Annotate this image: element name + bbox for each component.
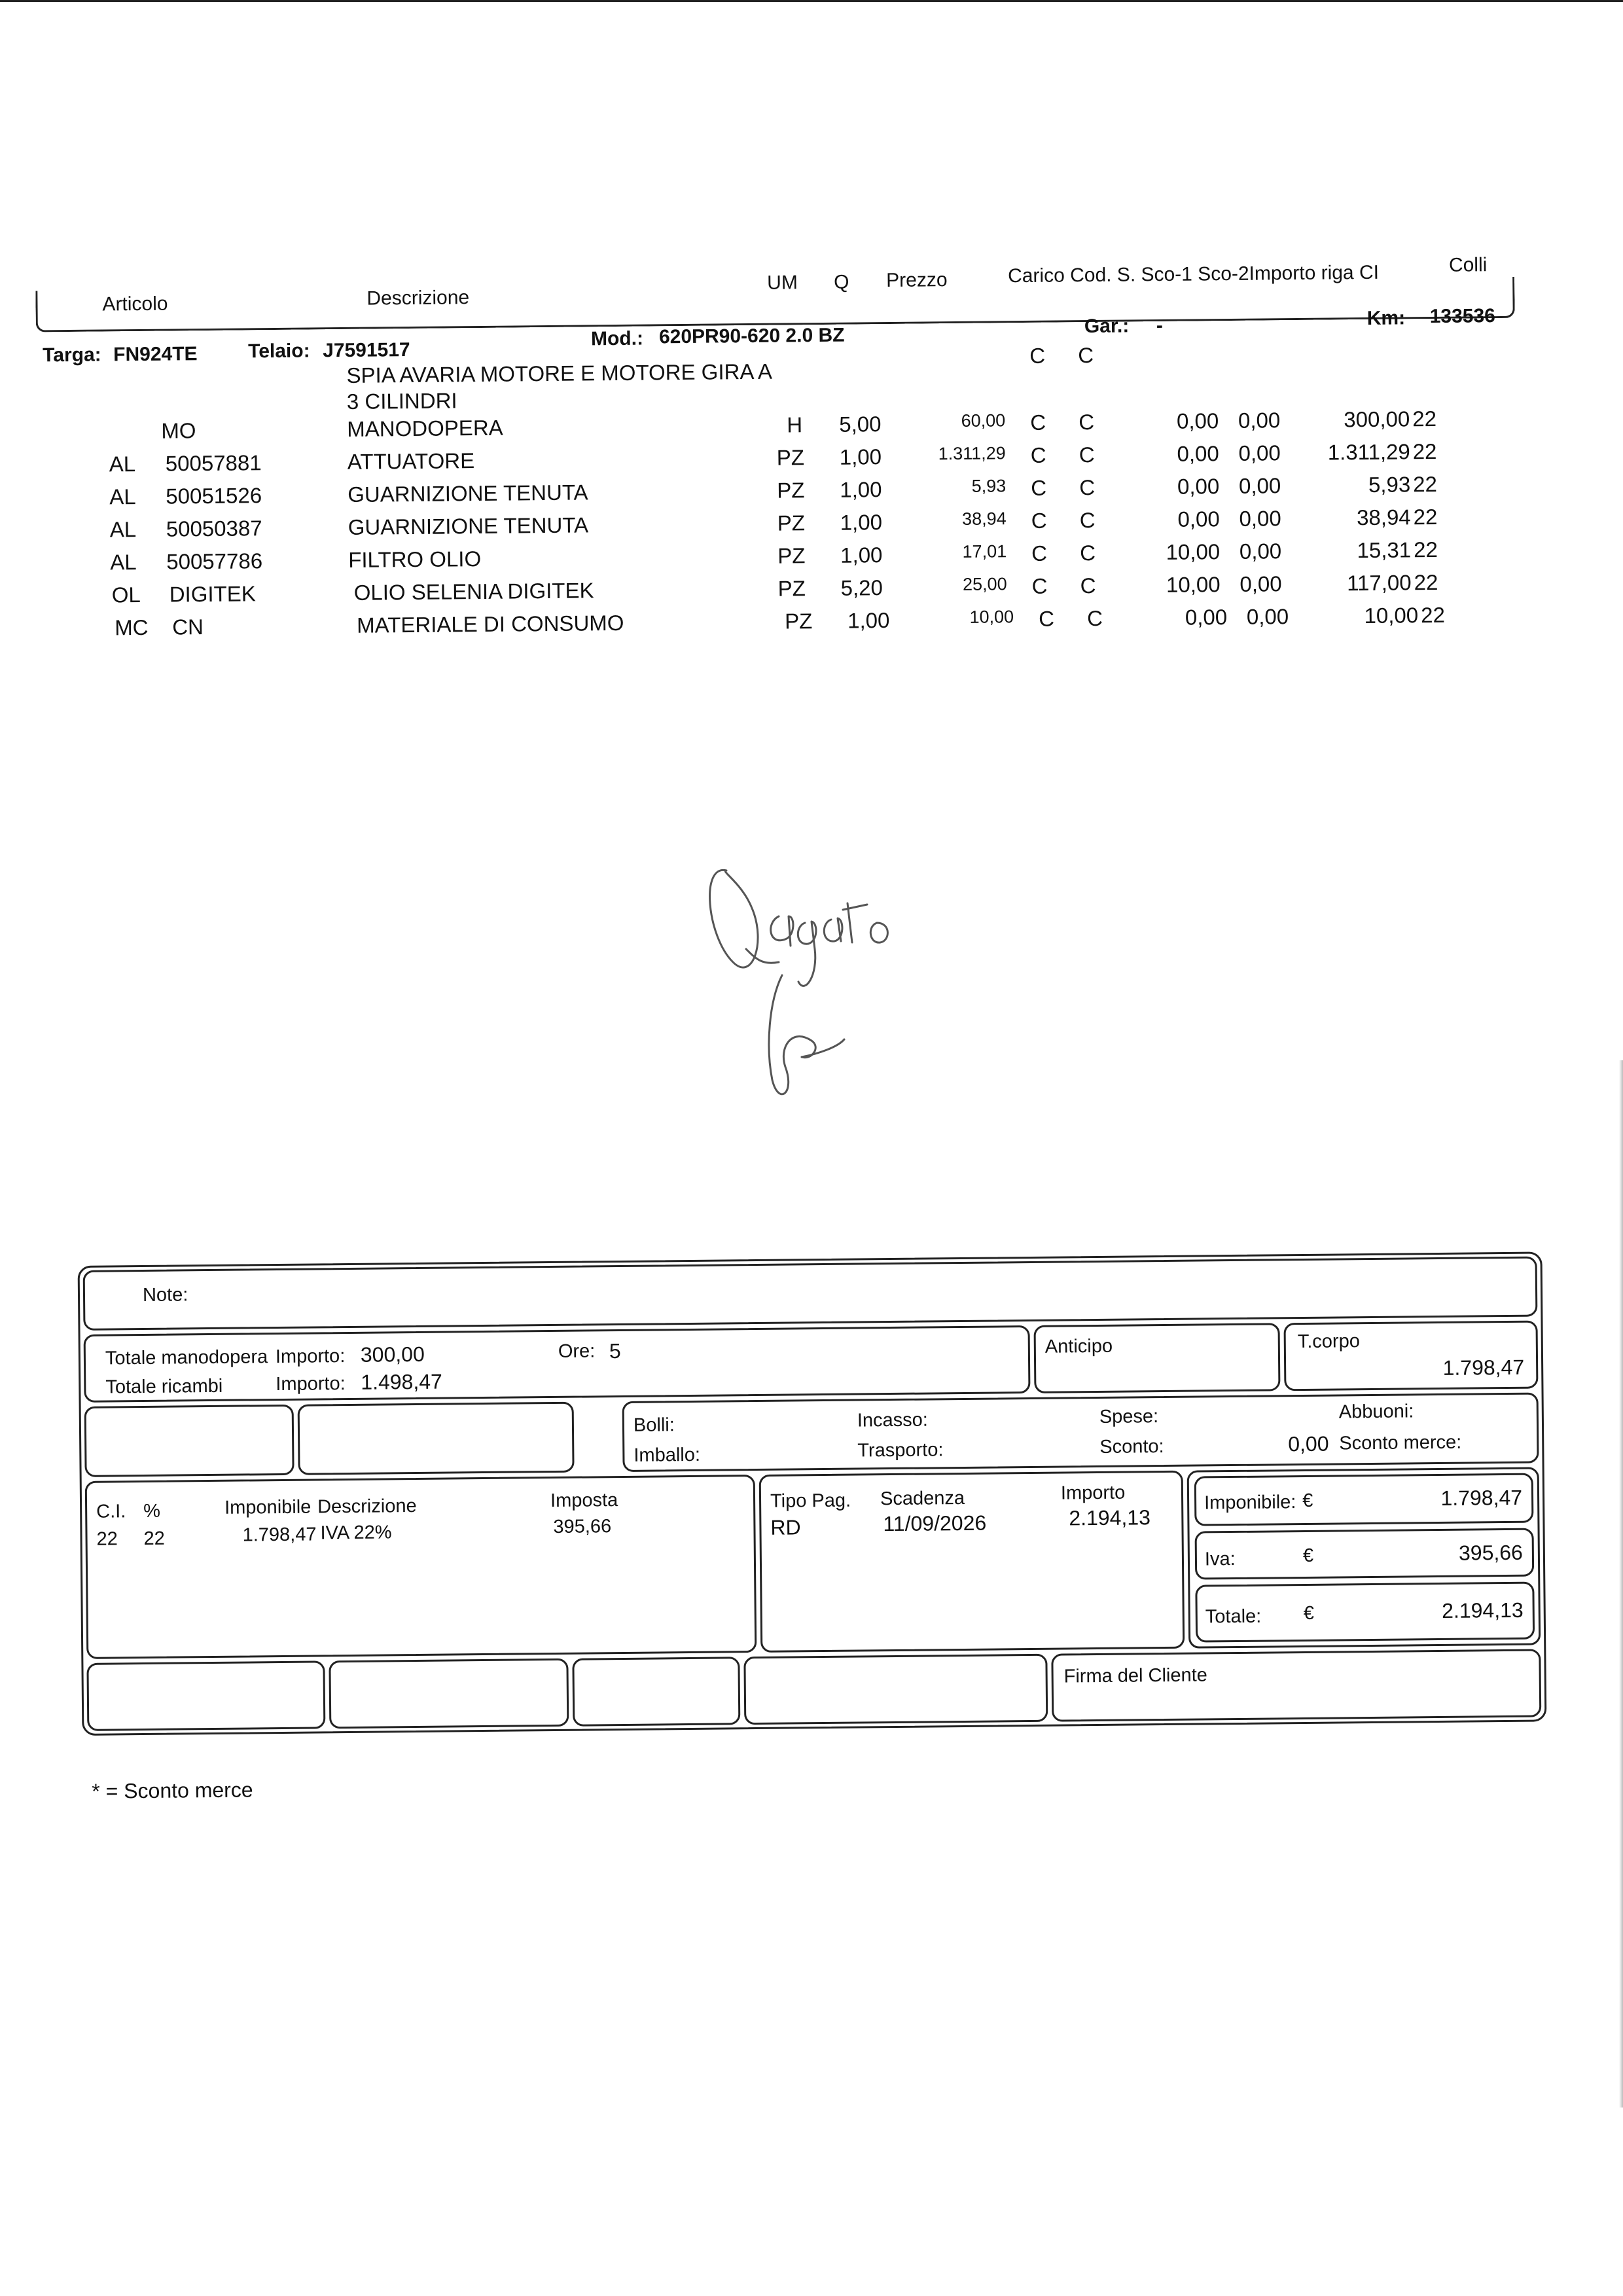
col-prezzo: Prezzo — [886, 269, 948, 292]
line-um: PZ — [777, 511, 806, 535]
iva-value: 395,66 — [1458, 1540, 1524, 1565]
col-articolo: Articolo — [102, 293, 168, 315]
imposta-col-label: Imposta — [550, 1490, 618, 1512]
line-iva: 22 — [1413, 504, 1438, 529]
line-um: PZ — [777, 576, 806, 601]
spese-label: Spese: — [1099, 1406, 1159, 1427]
line-sco2: 0,00 — [1239, 539, 1282, 564]
intro-c2: C — [1078, 342, 1094, 368]
intro-line-1: SPIA AVARIA MOTORE E MOTORE GIRA A — [346, 359, 773, 387]
line-code: 50057786 — [166, 548, 263, 574]
vat-descr-value: IVA 22% — [320, 1522, 392, 1544]
line-iva: 22 — [1412, 439, 1437, 464]
line-um: PZ — [776, 445, 805, 470]
importo-label-2: Importo: — [276, 1373, 346, 1395]
line-c2: C — [1079, 442, 1095, 467]
line-um: PZ — [784, 609, 813, 634]
imponibile-label: Imponibile: — [1204, 1492, 1296, 1514]
line-c1: C — [1031, 508, 1047, 533]
col-colli: Colli — [1448, 254, 1488, 276]
gar-label: Gar.: — [1084, 315, 1130, 338]
line-iva: 22 — [1420, 602, 1446, 628]
line-code: MO — [161, 418, 196, 443]
pct-value: 22 — [143, 1528, 165, 1549]
line-amount: 10,00 — [1364, 603, 1419, 628]
line-sco2: 0,00 — [1238, 473, 1281, 498]
currency-1: € — [1302, 1490, 1313, 1512]
importo-ricambi: 1.498,47 — [361, 1369, 443, 1394]
ci-label: C.I. — [96, 1501, 126, 1522]
note-label: Note: — [142, 1284, 188, 1306]
imponibile-col-label: Imponibile — [224, 1496, 312, 1518]
scadenza-label: Scadenza — [880, 1487, 965, 1510]
tot-ricambi-label: Totale ricambi — [105, 1375, 223, 1398]
targa-value: FN924TE — [113, 343, 198, 366]
line-code: DIGITEK — [169, 581, 256, 607]
line-price: 1.311,29 — [938, 443, 1006, 464]
intro-c1: C — [1029, 343, 1046, 368]
line-c1: C — [1031, 541, 1048, 565]
line-c2: C — [1079, 507, 1096, 533]
line-sco2: 0,00 — [1238, 440, 1281, 465]
line-amount: 1.311,29 — [1327, 439, 1410, 465]
line-c2: C — [1086, 605, 1103, 631]
line-q: 1,00 — [839, 444, 882, 469]
line-desc: GUARNIZIONE TENUTA — [348, 512, 589, 539]
vat-imposta-value: 395,66 — [553, 1516, 612, 1537]
tot-mano-label: Totale manodopera — [105, 1346, 268, 1369]
currency-3: € — [1303, 1602, 1315, 1624]
payment-box — [759, 1471, 1185, 1653]
line-desc: MANODOPERA — [347, 415, 503, 441]
anticipo-box — [1034, 1323, 1281, 1393]
totals-box — [1187, 1467, 1541, 1649]
line-amount: 38,94 — [1356, 505, 1411, 530]
line-price: 17,01 — [962, 541, 1007, 562]
mod-label: Mod.: — [590, 327, 644, 350]
firma-label: Firma del Cliente — [1063, 1664, 1207, 1687]
gar-value: - — [1156, 314, 1164, 337]
blank-box-1 — [84, 1405, 294, 1477]
line-sco1: 0,00 — [1177, 507, 1220, 531]
tipo-pag-value: RD — [770, 1515, 801, 1539]
scadenza-value: 11/09/2026 — [883, 1511, 987, 1536]
line-cat: AL — [109, 517, 137, 542]
line-c2: C — [1079, 475, 1096, 500]
importo-label-1: Importo: — [275, 1346, 346, 1368]
tcorpo-value: 1.798,47 — [1442, 1355, 1525, 1380]
line-desc: GUARNIZIONE TENUTA — [348, 480, 588, 507]
tcorpo-label: T.corpo — [1297, 1331, 1361, 1353]
imponibile-value: 1.798,47 — [1440, 1485, 1523, 1510]
importo-mano: 300,00 — [360, 1342, 425, 1367]
sconto-label: Sconto: — [1099, 1436, 1164, 1458]
col-descrizione: Descrizione — [366, 287, 470, 310]
line-desc: ATTUATORE — [347, 448, 475, 474]
line-sco1: 0,00 — [1177, 474, 1220, 499]
totale-label: Totale: — [1205, 1605, 1262, 1628]
ci-value: 22 — [96, 1528, 118, 1550]
iva-row — [1195, 1528, 1535, 1580]
line-um: H — [787, 412, 803, 437]
line-c1: C — [1031, 475, 1047, 500]
telaio-label: Telaio: — [248, 340, 310, 363]
line-c2: C — [1080, 573, 1096, 598]
currency-2: € — [1302, 1545, 1314, 1566]
blank-box-3 — [86, 1660, 325, 1731]
pay-importo-value: 2.194,13 — [1069, 1505, 1151, 1530]
imponibile-row — [1194, 1473, 1534, 1526]
trasporto-label: Trasporto: — [857, 1439, 944, 1462]
sconto-merce-label: Sconto merce: — [1339, 1431, 1462, 1454]
line-iva: 22 — [1413, 471, 1438, 497]
blank-box-4 — [329, 1659, 569, 1729]
line-amount: 5,93 — [1368, 472, 1411, 497]
line-code: 50050387 — [166, 516, 262, 541]
pay-importo-label: Importo — [1060, 1482, 1126, 1504]
line-cat: AL — [109, 452, 136, 476]
abbuoni-label: Abbuoni: — [1338, 1401, 1414, 1423]
line-sco1: 10,00 — [1166, 539, 1221, 564]
line-sco2: 0,00 — [1239, 506, 1281, 531]
line-desc: FILTRO OLIO — [348, 546, 482, 572]
charges-box — [622, 1393, 1539, 1472]
line-q: 1,00 — [840, 477, 882, 502]
blank-box-6 — [743, 1654, 1048, 1725]
col-carico-group: Carico Cod. S. Sco-1 Sco-2Importo riga CI — [1007, 261, 1380, 287]
line-q: 5,00 — [839, 412, 882, 437]
line-cat: MC — [115, 615, 149, 640]
tipo-pag-label: Tipo Pag. — [770, 1490, 851, 1512]
line-q: 1,00 — [847, 607, 890, 633]
line-q: 1,00 — [840, 510, 883, 535]
imballo-label: Imballo: — [633, 1444, 701, 1466]
line-amount: 15,31 — [1357, 537, 1412, 563]
line-code: 50057881 — [165, 450, 262, 476]
line-iva: 22 — [1414, 569, 1438, 595]
targa-label: Targa: — [43, 344, 101, 367]
mod-value: 620PR90-620 2.0 BZ — [658, 324, 845, 348]
totale-value: 2.194,13 — [1441, 1598, 1524, 1623]
line-desc: OLIO SELENIA DIGITEK — [353, 578, 594, 605]
line-q: 5,20 — [840, 575, 883, 600]
line-sco1: 0,00 — [1185, 605, 1228, 630]
blank-box-5 — [572, 1657, 740, 1726]
km-label: Km: — [1366, 307, 1406, 329]
vat-box — [85, 1475, 757, 1659]
blank-box-2 — [298, 1402, 575, 1475]
line-sco2: 0,00 — [1240, 571, 1282, 596]
vat-imponibile-value: 1.798,47 — [242, 1524, 317, 1546]
line-iva: 22 — [1412, 406, 1437, 431]
line-c2: C — [1080, 540, 1096, 565]
line-um: PZ — [777, 478, 805, 503]
line-sco2: 0,00 — [1238, 408, 1281, 433]
totals-labour-box — [84, 1325, 1031, 1403]
km-value: 133536 — [1429, 305, 1496, 328]
line-sco2: 0,00 — [1246, 604, 1289, 629]
legend-sconto-merce: * = Sconto merce — [92, 1778, 253, 1803]
line-q: 1,00 — [840, 543, 883, 567]
col-um: UM — [767, 272, 798, 294]
tcorpo-box — [1283, 1321, 1538, 1391]
ore-label: Ore: — [558, 1340, 596, 1362]
ore-value: 5 — [609, 1338, 621, 1363]
line-sco1: 0,00 — [1177, 441, 1219, 466]
line-desc: MATERIALE DI CONSUMO — [357, 610, 624, 637]
line-um: PZ — [777, 543, 806, 568]
intro-line-2: 3 CILINDRI — [346, 388, 457, 414]
line-cat: OL — [111, 582, 141, 607]
line-amount: 117,00 — [1346, 570, 1412, 596]
line-price: 5,93 — [971, 476, 1007, 496]
firma-box — [1051, 1649, 1541, 1722]
line-c1: C — [1030, 442, 1046, 467]
line-iva: 22 — [1413, 537, 1438, 562]
line-cat: AL — [110, 550, 137, 575]
line-price: 38,94 — [961, 509, 1007, 529]
line-sco1: 10,00 — [1166, 572, 1221, 597]
line-c1: C — [1030, 410, 1046, 435]
sconto-value: 0,00 — [1288, 1431, 1329, 1456]
line-c2: C — [1079, 409, 1095, 435]
line-c1: C — [1038, 606, 1055, 631]
totale-row — [1195, 1582, 1535, 1643]
descrizione-col-label: Descrizione — [317, 1495, 417, 1518]
telaio-value: J7591517 — [323, 339, 410, 362]
line-code: 50051526 — [166, 483, 262, 509]
line-price: 25,00 — [962, 574, 1007, 594]
pct-label: % — [143, 1500, 161, 1522]
line-c1: C — [1031, 573, 1048, 598]
line-amount: 300,00 — [1344, 406, 1410, 432]
line-cat: AL — [109, 484, 136, 509]
line-sco1: 0,00 — [1176, 408, 1219, 433]
line-code: CN — [172, 615, 204, 639]
iva-label: Iva: — [1204, 1548, 1236, 1570]
line-price: 60,00 — [961, 410, 1006, 431]
line-price: 10,00 — [969, 607, 1014, 627]
col-q: Q — [834, 271, 849, 293]
anticipo-label: Anticipo — [1044, 1335, 1113, 1357]
incasso-label: Incasso: — [857, 1409, 929, 1431]
bolli-label: Bolli: — [633, 1414, 675, 1436]
